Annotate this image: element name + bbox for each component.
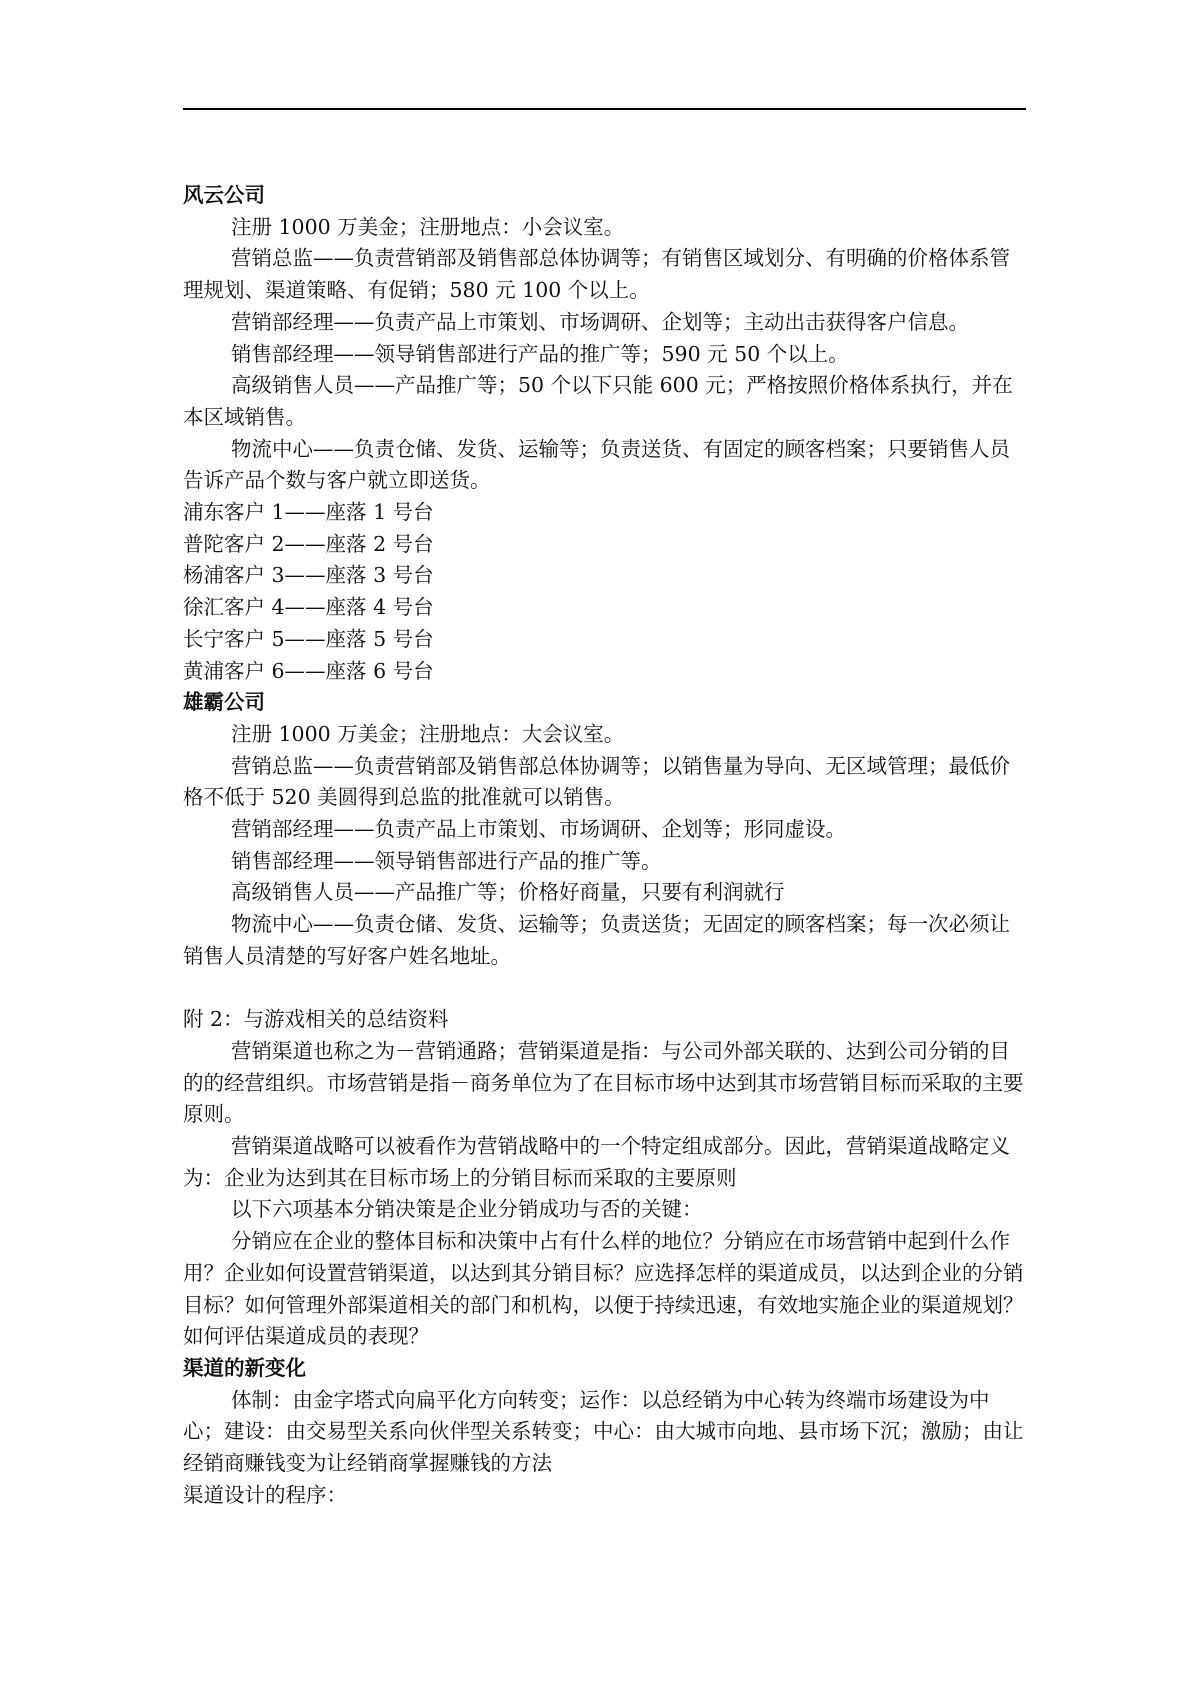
company1-paragraph: 销售部经理——领导销售部进行产品的推广等；590 元 50 个以上。 — [231, 341, 849, 366]
appendix-paragraph: 营销渠道战略可以被看作为营销战略中的一个特定组成部分。因此，营销渠道战略定义为：企业为达到其在目标市场上的分销目标而采取的主要原则 — [183, 1134, 1010, 1190]
company1-paragraph: 高级销售人员——产品推广等；50 个以下只能 600 元；严格按照价格体系执行，并在本区域销售。 — [183, 373, 1013, 429]
company2-paragraph: 营销总监——负责营销部及销售部总体协调等；以销售量为导向、无区域管理；最低价格不低于 520 美圆得到总监的批准就可以销售。 — [183, 753, 1010, 810]
header-rule — [183, 108, 1026, 110]
channel-changes-paragraph: 体制：由金字塔式向扁平化方向转变；运作：以总经销为中心转为终端市场建设为中心；建设：由交易型关系向伙伴型关系转变；中心：由大城市向地、县市场下沉；激励；由让经销商赚钱变为让经销商掌握赚钱的方法 — [183, 1387, 1024, 1476]
company2-paragraph: 销售部经理——领导销售部进行产品的推广等。 — [231, 848, 662, 873]
channel-changes-title: 渠道的新变化 — [183, 1356, 306, 1380]
appendix-title: 附 2：与游戏相关的总结资料 — [183, 1007, 449, 1032]
appendix-paragraph: 分销应在企业的整体目标和决策中占有什么样的地位？分销应在市场营销中起到什么作用？企业如何设置营销渠道，以达到其分销目标？应选择怎样的渠道成员，以达到企业的分销目标？如何管理外部渠道相关的部门和机构，以便于持续迅速，有效地实施企业的渠道规划？如何评估渠道成员的表现？ — [183, 1229, 1024, 1349]
company2-paragraph: 物流中心——负责仓储、发货、运输等；负责送货；无固定的顾客档案；每一次必须让销售人员清楚的写好客户姓名地址。 — [183, 912, 1010, 968]
channel-design-title: 渠道设计的程序： — [183, 1482, 347, 1507]
customer-line: 普陀客户 2——座落 2 号台 — [183, 531, 434, 556]
company1-paragraph: 营销部经理——负责产品上市策划、市场调研、企划等；主动出击获得客户信息。 — [231, 309, 969, 334]
company2-registration: 注册 1000 万美金；注册地点：大会议室。 — [231, 721, 625, 746]
customer-line: 徐汇客户 4——座落 4 号台 — [183, 595, 434, 620]
customer-line: 杨浦客户 3——座落 3 号台 — [183, 563, 434, 588]
company1-registration: 注册 1000 万美金；注册地点：小会议室。 — [231, 214, 625, 239]
company2-paragraph: 高级销售人员——产品推广等；价格好商量，只要有利润就行 — [231, 880, 785, 905]
customer-line: 长宁客户 5——座落 5 号台 — [183, 626, 434, 651]
company1-paragraph: 物流中心——负责仓储、发货、运输等；负责送货、有固定的顾客档案；只要销售人员告诉产品个数与客户就立即送货。 — [183, 436, 1010, 493]
customer-line: 浦东客户 1——座落 1 号台 — [183, 500, 434, 525]
document-body — [183, 180, 1026, 1512]
company1-paragraph: 营销总监——负责营销部及销售部总体协调等；有销售区域划分、有明确的价格体系管理规划、渠道策略、有促销；580 元 100 个以上。 — [183, 246, 1010, 303]
blank-line — [183, 973, 1026, 1005]
company2-paragraph: 营销部经理——负责产品上市策划、市场调研、企划等；形同虚设。 — [231, 817, 846, 842]
appendix-paragraph: 营销渠道也称之为－营销通路；营销渠道是指：与公司外部关联的、达到公司分销的目的的经营组织。市场营销是指－商务单位为了在目标市场中达到其市场营销目标而采取的主要原则。 — [183, 1038, 1024, 1127]
company2-title: 雄霸公司 — [183, 690, 265, 715]
appendix-paragraph: 以下六项基本分销决策是企业分销成功与否的关键： — [231, 1197, 703, 1222]
customer-line: 黄浦客户 6——座落 6 号台 — [183, 658, 434, 683]
company1-title: 风云公司 — [183, 183, 265, 207]
